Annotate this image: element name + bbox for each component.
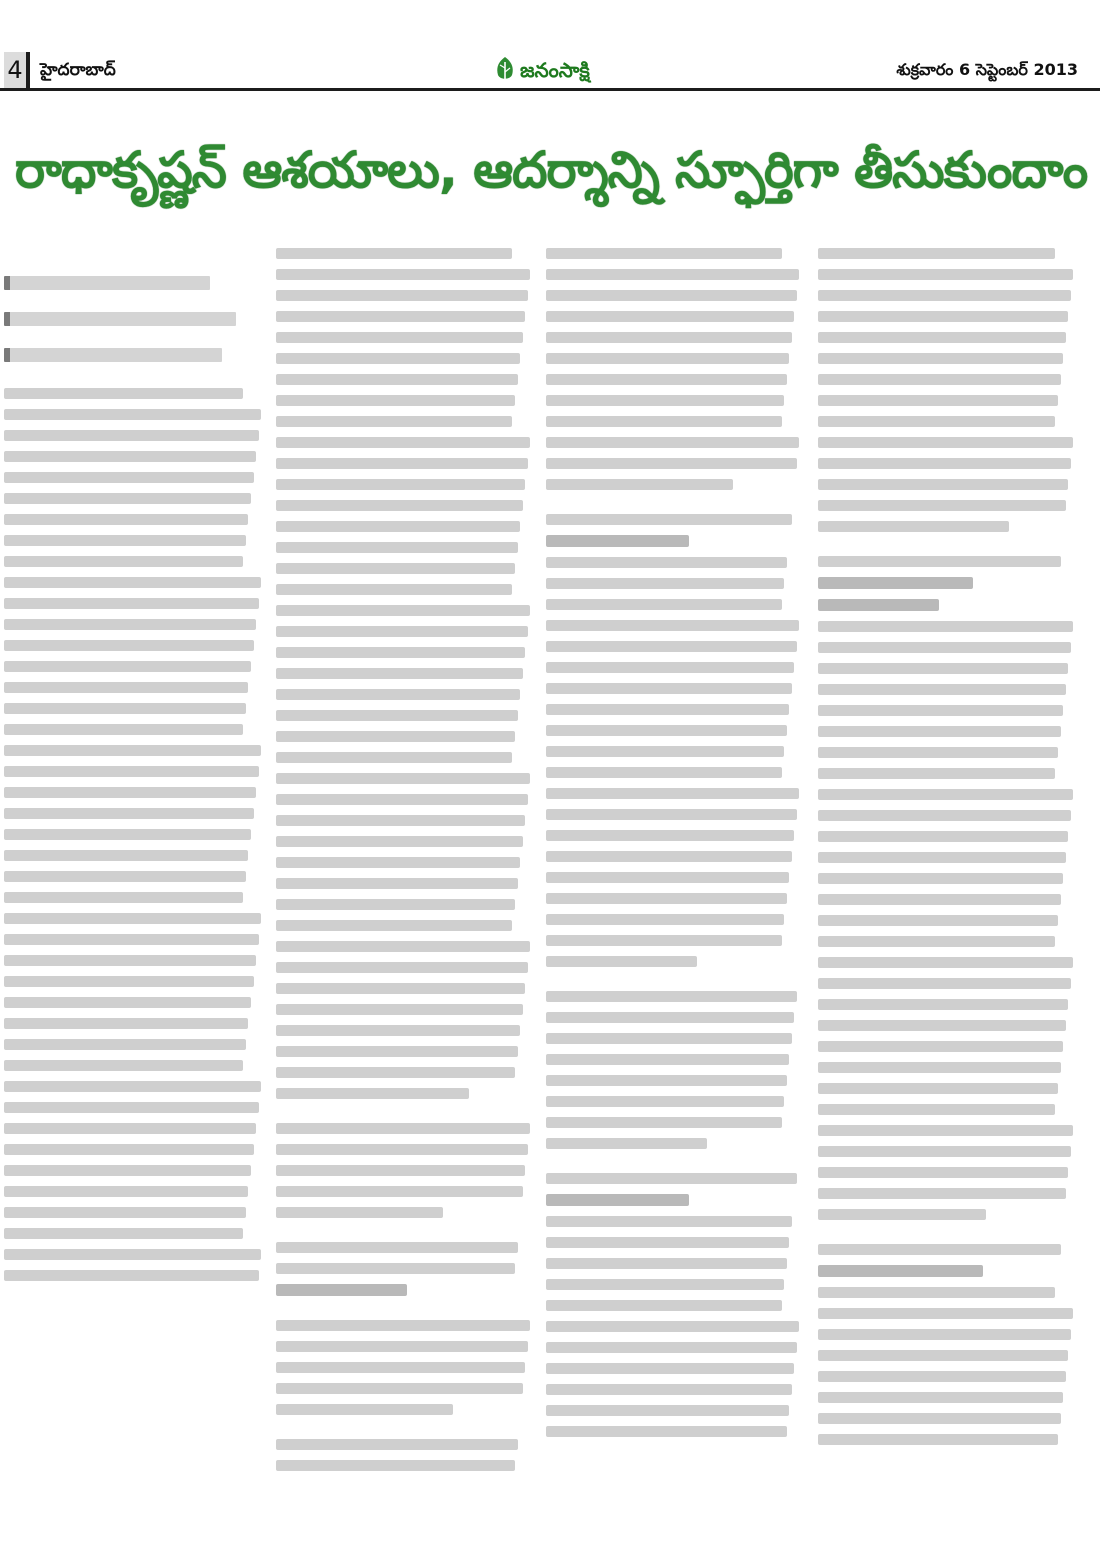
text-line <box>4 640 254 651</box>
text-line <box>546 1194 689 1206</box>
text-line <box>546 851 792 862</box>
text-line <box>818 1146 1071 1157</box>
text-line <box>818 642 1071 653</box>
text-line <box>4 724 243 735</box>
text-line <box>276 1004 523 1015</box>
highlight-bullet <box>4 348 222 362</box>
text-line <box>546 1363 794 1374</box>
text-line <box>818 1020 1066 1031</box>
text-line <box>818 1371 1066 1382</box>
text-line <box>546 1117 782 1128</box>
text-line <box>546 479 733 490</box>
text-line <box>4 976 254 987</box>
text-line <box>818 705 1063 716</box>
body-text <box>276 248 533 1471</box>
text-line <box>4 745 261 756</box>
text-line <box>276 1144 528 1155</box>
text-line <box>818 332 1066 343</box>
text-line <box>4 535 246 546</box>
text-line <box>818 873 1063 884</box>
text-line <box>818 1434 1058 1445</box>
text-line <box>276 857 520 868</box>
text-line <box>276 1088 469 1099</box>
text-line <box>276 605 530 616</box>
text-line <box>818 248 1055 259</box>
text-line <box>546 767 782 778</box>
text-line <box>276 815 525 826</box>
text-line <box>276 752 512 763</box>
text-line <box>546 1173 797 1184</box>
text-line <box>546 935 782 946</box>
text-line <box>818 1125 1073 1136</box>
text-line <box>276 479 525 490</box>
text-line <box>546 830 794 841</box>
text-line <box>276 1263 515 1274</box>
text-line <box>546 578 784 589</box>
text-line <box>546 1096 784 1107</box>
text-line <box>818 1287 1055 1298</box>
text-line <box>276 1186 523 1197</box>
body-text <box>818 248 1076 1445</box>
text-line <box>276 1383 523 1394</box>
text-line <box>276 353 520 364</box>
text-line <box>546 1384 792 1395</box>
text-line <box>546 1237 789 1248</box>
text-line <box>276 1362 525 1373</box>
text-line <box>818 684 1066 695</box>
text-line <box>546 269 799 280</box>
text-line <box>4 409 261 420</box>
text-line <box>546 1342 797 1353</box>
text-line <box>546 535 689 547</box>
text-line <box>546 458 797 469</box>
text-line <box>4 1207 246 1218</box>
text-line <box>546 290 797 301</box>
text-line <box>276 1439 518 1450</box>
text-line <box>4 1228 243 1239</box>
masthead-bar <box>0 52 1100 91</box>
text-line <box>818 353 1063 364</box>
text-line <box>276 395 515 406</box>
article-body-column-2 <box>276 248 533 1481</box>
text-line <box>546 1054 789 1065</box>
text-line <box>546 514 792 525</box>
text-line <box>818 269 1073 280</box>
text-line <box>276 458 528 469</box>
text-line <box>4 1249 261 1260</box>
text-line <box>818 556 1061 567</box>
text-line <box>546 914 784 925</box>
body-text <box>4 388 264 1281</box>
text-line <box>4 829 251 840</box>
text-line <box>4 934 259 945</box>
text-line <box>546 725 787 736</box>
text-line <box>818 663 1068 674</box>
text-line <box>276 269 530 280</box>
text-line <box>818 479 1068 490</box>
text-line <box>4 1144 254 1155</box>
text-line <box>4 871 246 882</box>
text-line <box>546 704 789 715</box>
text-line <box>4 430 259 441</box>
text-line <box>818 831 1068 842</box>
text-line <box>818 1244 1061 1255</box>
text-line <box>546 1138 707 1149</box>
text-line <box>276 1242 518 1253</box>
text-line <box>4 892 243 903</box>
text-line <box>276 542 518 553</box>
text-line <box>276 1460 515 1471</box>
highlight-bullet <box>4 312 236 326</box>
text-line <box>818 290 1071 301</box>
text-line <box>818 1308 1073 1319</box>
text-line <box>818 726 1061 737</box>
text-line <box>4 997 251 1008</box>
text-line <box>818 1041 1063 1052</box>
text-line <box>818 978 1071 989</box>
text-line <box>4 598 259 609</box>
text-line <box>4 1102 259 1113</box>
text-line <box>4 493 251 504</box>
text-line <box>4 388 243 399</box>
text-line <box>276 1046 518 1057</box>
text-line <box>546 1279 784 1290</box>
text-line <box>276 1067 515 1078</box>
highlight-bullets <box>4 276 264 362</box>
text-line <box>276 437 530 448</box>
text-line <box>818 747 1058 758</box>
text-line <box>276 668 523 679</box>
text-line <box>276 521 520 532</box>
paper-emblem-icon <box>494 56 516 82</box>
text-line <box>4 1039 246 1050</box>
text-line <box>818 1392 1063 1403</box>
text-line <box>818 894 1061 905</box>
text-line <box>4 514 248 525</box>
article-body-column-1 <box>4 248 264 1291</box>
text-line <box>818 500 1066 511</box>
text-line <box>818 521 1009 532</box>
text-line <box>546 437 799 448</box>
text-line <box>546 991 797 1002</box>
text-line <box>818 1209 986 1220</box>
text-line <box>818 1062 1061 1073</box>
text-line <box>276 248 512 259</box>
text-line <box>818 437 1073 448</box>
paper-logo <box>494 54 634 86</box>
text-line <box>276 1284 407 1296</box>
text-line <box>276 878 518 889</box>
text-line <box>818 395 1058 406</box>
article-body-column-3 <box>546 248 802 1447</box>
text-line <box>546 332 792 343</box>
text-line <box>4 619 256 630</box>
text-line <box>276 1207 443 1218</box>
text-line <box>546 809 797 820</box>
text-line <box>546 1405 789 1416</box>
paper-name: జనంసాక్షి <box>520 58 590 82</box>
text-line <box>4 1060 243 1071</box>
text-line <box>546 1426 787 1437</box>
page-number: 4 <box>4 52 30 88</box>
text-line <box>546 788 799 799</box>
text-line <box>4 1165 251 1176</box>
text-line <box>4 1018 248 1029</box>
text-line <box>276 1025 520 1036</box>
text-line <box>4 682 248 693</box>
text-line <box>276 290 528 301</box>
text-line <box>4 451 256 462</box>
text-line <box>818 1413 1061 1424</box>
text-line <box>546 746 784 757</box>
text-line <box>276 500 523 511</box>
text-line <box>546 1216 792 1227</box>
text-line <box>818 768 1055 779</box>
place-name: హైదరాబాద్ <box>40 60 116 80</box>
text-line <box>546 1075 787 1086</box>
text-line <box>546 956 697 967</box>
text-line <box>276 899 515 910</box>
text-line <box>546 353 789 364</box>
text-line <box>818 936 1055 947</box>
text-line <box>276 1320 530 1331</box>
text-line <box>276 1165 525 1176</box>
text-line <box>4 766 259 777</box>
text-line <box>546 599 782 610</box>
text-line <box>276 416 512 427</box>
text-line <box>276 584 512 595</box>
text-line <box>276 689 520 700</box>
text-line <box>546 620 799 631</box>
text-line <box>4 703 246 714</box>
text-line <box>546 872 789 883</box>
text-line <box>818 1083 1058 1094</box>
issue-date: శుక్రవారం 6 సెప్టెంబర్ 2013 <box>896 60 1078 79</box>
text-line <box>818 999 1068 1010</box>
text-line <box>818 1350 1068 1361</box>
text-line <box>818 621 1073 632</box>
text-line <box>4 913 261 924</box>
text-line <box>276 563 515 574</box>
text-line <box>4 808 254 819</box>
text-line <box>546 662 794 673</box>
text-line <box>818 1329 1071 1340</box>
text-line <box>818 374 1061 385</box>
text-line <box>818 1104 1055 1115</box>
text-line <box>276 710 518 721</box>
text-line <box>276 773 530 784</box>
text-line <box>4 1081 261 1092</box>
text-line <box>546 1300 782 1311</box>
text-line <box>276 1341 528 1352</box>
text-line <box>4 850 248 861</box>
text-line <box>276 374 518 385</box>
text-line <box>818 458 1071 469</box>
text-line <box>546 248 782 259</box>
text-line <box>546 395 784 406</box>
article-body-column-4 <box>818 248 1076 1455</box>
text-line <box>4 787 256 798</box>
text-line <box>546 416 782 427</box>
text-line <box>4 1270 259 1281</box>
text-line <box>818 1167 1068 1178</box>
text-line <box>4 556 243 567</box>
text-line <box>546 557 787 568</box>
text-line <box>818 810 1071 821</box>
text-line <box>276 920 512 931</box>
text-line <box>546 1321 799 1332</box>
text-line <box>276 332 523 343</box>
text-line <box>818 957 1073 968</box>
text-line <box>818 577 973 589</box>
text-line <box>546 641 797 652</box>
text-line <box>276 1123 530 1134</box>
text-line <box>818 311 1068 322</box>
text-line <box>818 1188 1066 1199</box>
text-line <box>4 577 261 588</box>
text-line <box>4 472 254 483</box>
text-line <box>276 983 525 994</box>
article-headline: రాధాకృష్ణన్ ఆశయాలు, ఆదర్శాన్ని స్ఫూర్తిగా తీసుకుందాం <box>14 141 1088 199</box>
text-line <box>818 416 1055 427</box>
text-line <box>276 311 525 322</box>
text-line <box>276 647 525 658</box>
text-line <box>818 1265 983 1277</box>
text-line <box>818 599 939 611</box>
text-line <box>818 915 1058 926</box>
text-line <box>546 1012 794 1023</box>
text-line <box>546 1258 787 1269</box>
text-line <box>276 836 523 847</box>
text-line <box>4 955 256 966</box>
text-line <box>276 794 528 805</box>
text-line <box>276 1404 453 1415</box>
text-line <box>546 893 787 904</box>
text-line <box>818 789 1073 800</box>
text-line <box>276 731 515 742</box>
body-text <box>546 248 802 1437</box>
text-line <box>276 626 528 637</box>
text-line <box>546 1033 792 1044</box>
highlight-bullet <box>4 276 210 290</box>
text-line <box>546 683 792 694</box>
text-line <box>276 941 530 952</box>
text-line <box>276 962 528 973</box>
text-line <box>4 1186 248 1197</box>
text-line <box>546 311 794 322</box>
text-line <box>4 1123 256 1134</box>
text-line <box>546 374 787 385</box>
text-line <box>818 852 1066 863</box>
text-line <box>4 661 251 672</box>
